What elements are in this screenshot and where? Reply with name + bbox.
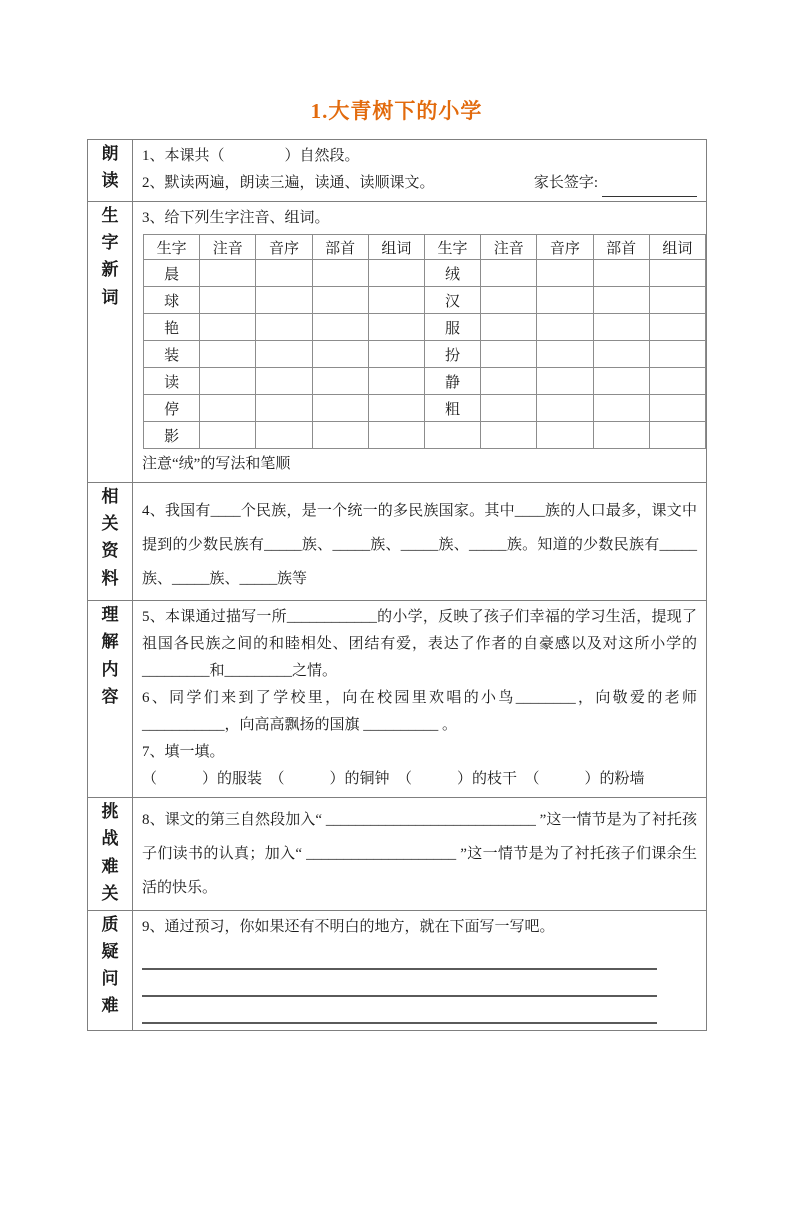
question-6: 6、同学们来到了学校里，向在校园里欢唱的小鸟________，向敬爱的老师___________，向高高飘扬的国旗 __________ 。 <box>142 690 697 734</box>
blank-cell <box>256 395 312 422</box>
blank-cell <box>368 395 424 422</box>
blank-cell <box>312 395 368 422</box>
char-table-row <box>144 422 706 449</box>
blank-cell <box>649 314 705 341</box>
answer-blank-line <box>142 970 657 997</box>
blank-cell <box>537 341 593 368</box>
blank-cell <box>481 422 537 449</box>
char-table-header-row <box>144 235 706 260</box>
blank-cell <box>649 287 705 314</box>
char-cell: 读 <box>144 368 200 395</box>
reading-content <box>133 140 707 202</box>
blank-cell <box>368 287 424 314</box>
char-cell: 影 <box>144 422 200 449</box>
question-8: 8、课文的第三自然段加入“ ____________________________ ”这一情节是为了衬托孩子们读书的认真；加入“ ____________________ ”这一情节是为了衬托孩子们课余生活的快乐。 <box>142 812 697 896</box>
blank-cell <box>481 314 537 341</box>
blank-cell <box>649 395 705 422</box>
question-7: 7、填一填。 <box>142 744 225 761</box>
answer-blank-line <box>142 997 657 1024</box>
section-row-challenge <box>88 798 707 910</box>
parent-signature <box>534 170 697 197</box>
blank-cell <box>481 395 537 422</box>
section-row-materials <box>88 483 707 601</box>
question-5: 5、本课通过描写一所____________的小学，反映了孩子们幸福的学习生活，提现了祖国各民族之间的和睦相处、团结有爱，表达了作者的自豪感以及对这所小学的_________和_________之情。 <box>142 609 697 680</box>
blank-cell <box>481 260 537 287</box>
blank-cell <box>256 341 312 368</box>
char-cell: 停 <box>144 395 200 422</box>
char-table-row <box>144 395 706 422</box>
blank-cell <box>256 368 312 395</box>
char-table-row <box>144 314 706 341</box>
answer-blank-line <box>142 943 657 970</box>
blank-cell <box>200 260 256 287</box>
section-label-comprehension <box>88 601 133 798</box>
words-intro: 3、给下列生字注音、组词。 <box>142 210 330 226</box>
section-row-words <box>88 202 707 483</box>
blank-cell <box>537 422 593 449</box>
char-table-header: 注音 <box>200 235 256 260</box>
char-table-header: 生字 <box>144 235 200 260</box>
blank-cell <box>537 395 593 422</box>
blank-cell <box>537 287 593 314</box>
char-cell: 粗 <box>424 395 480 422</box>
blank-cell <box>649 341 705 368</box>
question-4: 4、我国有____个民族，是一个统一的多民族国家。其中____族的人口最多，课文中提到的少数民族有_____族、_____族、_____族、_____族。知道的少数民族有_____族、_____族、_____族等 <box>142 503 697 587</box>
blank-cell <box>649 368 705 395</box>
char-table-header: 组词 <box>368 235 424 260</box>
section-row-questions <box>88 910 707 1030</box>
blank-cell <box>200 422 256 449</box>
blank-cell <box>368 422 424 449</box>
blank-cell <box>368 314 424 341</box>
blank-cell <box>481 368 537 395</box>
char-cell: 艳 <box>144 314 200 341</box>
section-label-words <box>88 202 133 483</box>
blank-cell <box>649 260 705 287</box>
section-label-text: 挑战难关 <box>101 802 119 903</box>
section-label-challenge <box>88 798 133 910</box>
question-7-items: （ ）的服装 （ ）的铜钟 （ ）的枝干 （ ）的粉墙 <box>142 771 645 788</box>
blank-cell <box>200 368 256 395</box>
blank-cell <box>200 287 256 314</box>
worksheet-table <box>87 139 707 1031</box>
blank-cell <box>312 314 368 341</box>
blank-cell <box>256 314 312 341</box>
char-cell: 静 <box>424 368 480 395</box>
char-table-row <box>144 287 706 314</box>
blank-cell <box>256 260 312 287</box>
char-cell: 球 <box>144 287 200 314</box>
blank-cell <box>593 287 649 314</box>
question-9: 9、通过预习，你如果还有不明白的地方，就在下面写一写吧。 <box>142 918 555 935</box>
section-label-reading <box>88 140 133 202</box>
section-row-reading <box>88 140 707 202</box>
char-table-header: 部首 <box>312 235 368 260</box>
section-label-text: 理解内容 <box>101 605 119 706</box>
section-label-materials <box>88 483 133 601</box>
blank-cell <box>256 287 312 314</box>
char-cell: 服 <box>424 314 480 341</box>
char-cell: 装 <box>144 341 200 368</box>
char-table-row <box>144 341 706 368</box>
blank-cell <box>481 287 537 314</box>
reading-item-2: 2、默读两遍，朗读三遍，读通、读顺课文。 <box>142 175 435 191</box>
challenge-content <box>133 798 707 910</box>
reading-item-1: 1、本课共（ ）自然段。 <box>142 148 360 164</box>
blank-cell <box>593 260 649 287</box>
blank-cell <box>312 422 368 449</box>
char-cell: 绒 <box>424 260 480 287</box>
blank-cell <box>368 260 424 287</box>
char-table-header: 音序 <box>537 235 593 260</box>
section-label-text: 朗读 <box>101 144 119 191</box>
blank-cell <box>537 260 593 287</box>
blank-cell <box>368 368 424 395</box>
char-cell: 晨 <box>144 260 200 287</box>
char-cell: 汉 <box>424 287 480 314</box>
blank-cell <box>368 341 424 368</box>
section-row-comprehension <box>88 601 707 798</box>
blank-cell <box>312 341 368 368</box>
char-table-header: 生字 <box>424 235 480 260</box>
section-label-text: 生字新词 <box>101 206 119 307</box>
blank-cell <box>537 314 593 341</box>
blank-cell <box>200 314 256 341</box>
words-note: 注意“绒”的写法和笔顺 <box>142 456 291 472</box>
char-table-row <box>144 368 706 395</box>
char-table-row <box>144 260 706 287</box>
section-label-text: 质疑问难 <box>101 914 119 1016</box>
blank-cell <box>481 341 537 368</box>
blank-cell <box>649 422 705 449</box>
blank-cell <box>593 368 649 395</box>
blank-cell <box>593 341 649 368</box>
answer-lines <box>142 943 697 1024</box>
blank-cell <box>312 368 368 395</box>
blank-cell <box>593 395 649 422</box>
blank-cell <box>256 422 312 449</box>
page-title: 1.大青树下的小学 <box>310 99 483 123</box>
blank-cell <box>312 287 368 314</box>
blank-cell <box>593 422 649 449</box>
comprehension-content <box>133 601 707 798</box>
section-label-questions <box>88 910 133 1030</box>
char-table <box>143 234 706 449</box>
blank-cell <box>200 395 256 422</box>
words-content <box>133 202 707 483</box>
signature-blank-line <box>602 179 697 197</box>
blank-cell <box>312 260 368 287</box>
char-table-header: 音序 <box>256 235 312 260</box>
char-cell: 扮 <box>424 341 480 368</box>
char-table-header: 注音 <box>481 235 537 260</box>
blank-cell <box>200 341 256 368</box>
questions-content <box>133 910 707 1030</box>
char-cell <box>424 422 480 449</box>
blank-cell <box>593 314 649 341</box>
signature-label: 家长签字: <box>533 175 598 191</box>
blank-cell <box>537 368 593 395</box>
section-label-text: 相关资料 <box>101 487 119 588</box>
materials-content <box>133 483 707 601</box>
char-table-header: 部首 <box>593 235 649 260</box>
char-table-header: 组词 <box>649 235 705 260</box>
